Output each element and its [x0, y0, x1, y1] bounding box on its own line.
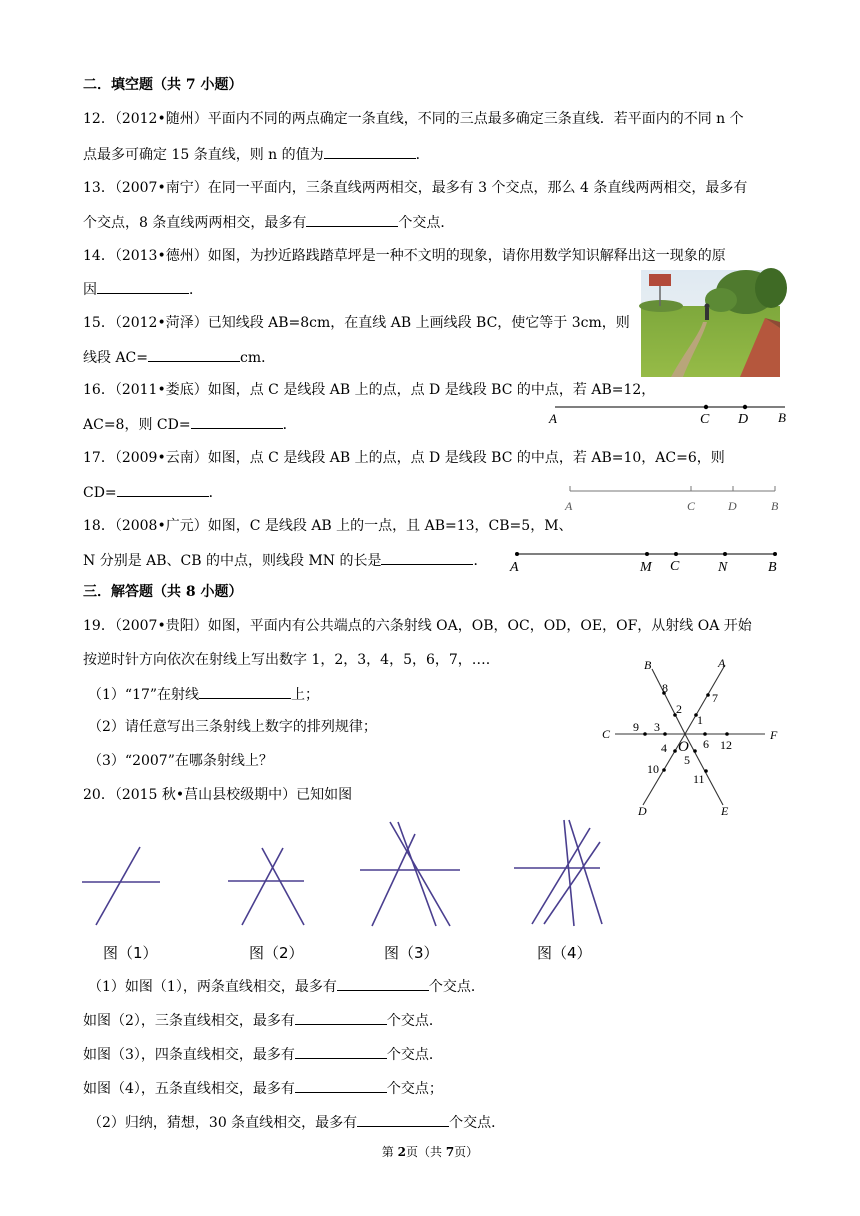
footer-suffix: 页） — [454, 1145, 479, 1159]
q18-label-a: A — [510, 560, 519, 575]
q20-fig-label-1: 图（1） — [103, 944, 158, 962]
q12-end: ． — [415, 147, 430, 163]
q18-text: N 分别是 AB、CB 的中点，则线段 MN 的长是 — [83, 553, 382, 569]
q14-line1: 14．（2013•德州）如图，为抄近路践踏草坪是一种不文明的现象，请你用数学知识解释出这一现象的原 — [83, 248, 726, 264]
q14-end: ． — [189, 282, 203, 298]
q18-line2 — [83, 550, 487, 571]
q20-part5 — [88, 1112, 505, 1133]
q20-figure-4-five-lines — [514, 820, 606, 928]
q18-end: ． — [473, 553, 488, 569]
q19-answer-blank[interactable] — [199, 684, 291, 699]
q12-line1: 12．（2012•随州）平面内不同的两点确定一条直线，不同的三点最多确定三条直线．若平面内的不同 n 个 — [83, 111, 744, 127]
q20-figure-1-two-lines — [82, 845, 160, 925]
q20-part4 — [83, 1078, 443, 1099]
q20-part4-text: 如图（4），五条直线相交，最多有 — [83, 1081, 295, 1097]
q18-answer-blank[interactable] — [381, 550, 473, 565]
q16-label-d: D — [738, 412, 749, 427]
q20-figure-2-three-lines — [228, 845, 304, 925]
q13-answer-blank[interactable] — [306, 212, 398, 227]
q20-fig-label-2: 图（2） — [249, 944, 304, 962]
q16-text: AC=8，则 CD= — [83, 417, 191, 433]
q19-ray-b: B — [644, 658, 652, 672]
q14-answer-blank[interactable] — [97, 279, 189, 294]
q14-text: 因 — [83, 282, 97, 298]
q17-label-a: A — [565, 499, 573, 513]
section-title-fill-blank: 二．填空题（共 7 小题） — [83, 77, 243, 93]
q19-sub2: （2）请任意写出三条射线上数字的排列规律； — [88, 719, 377, 735]
q13-line2 — [83, 212, 454, 233]
q19-ray-c: C — [602, 727, 611, 741]
q16-label-a: A — [549, 411, 557, 426]
q14-line2 — [83, 279, 203, 300]
q16-label-c: C — [700, 412, 710, 427]
q19-num-5: 5 — [684, 753, 690, 767]
q19-num-7: 7 — [712, 691, 718, 705]
page-footer — [0, 1143, 860, 1160]
q15-end: cm． — [240, 350, 276, 366]
q20-part3-text: 如图（3），四条直线相交，最多有 — [83, 1047, 295, 1063]
q15-line2 — [83, 347, 275, 368]
q19-num-6: 6 — [703, 737, 709, 751]
section-title-solve: 三．解答题（共 8 小题） — [83, 584, 243, 600]
q19-sub1-end: 上； — [291, 687, 320, 703]
q13-text-b: 个交点． — [398, 215, 455, 231]
q19-sub1-text: （1）“17”在射线 — [88, 687, 200, 703]
q14-lawn-photo — [641, 270, 780, 377]
q17-label-b: B — [771, 499, 779, 513]
footer-middle: 页（共 — [405, 1145, 446, 1159]
q19-ray-a: A — [718, 656, 726, 670]
q16-end: ． — [282, 417, 297, 433]
q20-part5-text: （2）归纳，猜想，30 条直线相交，最多有 — [88, 1115, 358, 1131]
q19-num-2: 2 — [676, 702, 682, 716]
q12-line2 — [83, 144, 430, 165]
q17-label-d: D — [728, 499, 737, 513]
q15-line1: 15．（2012•菏泽）已知线段 AB=8cm，在直线 AB 上画线段 BC，使它等于 3cm，则 — [83, 315, 630, 331]
q16-segment-figure — [545, 398, 795, 428]
q19-sub1 — [88, 684, 319, 705]
q19-num-10: 10 — [647, 762, 659, 776]
q20-part2-text: 如图（2），三条直线相交，最多有 — [83, 1013, 295, 1029]
q18-line1: 18．（2008•广元）如图，C 是线段 AB 上的一点，且 AB=13，CB=5，M、 — [83, 518, 573, 534]
footer-total-pages: 7 — [445, 1145, 455, 1159]
q20-part1 — [88, 976, 485, 997]
q16-answer-blank[interactable] — [191, 414, 283, 429]
q17-line2 — [83, 482, 223, 503]
q17-label-c: C — [687, 499, 696, 513]
q20-part1-end: 个交点． — [428, 979, 485, 995]
q19-num-1: 1 — [697, 713, 703, 727]
q19-num-8: 8 — [662, 681, 668, 695]
q20-blank-5[interactable] — [357, 1112, 449, 1127]
q16-line1: 16．（2011•娄底）如图，点 C 是线段 AB 上的点，点 D 是线段 BC 的中点，若 AB=12， — [83, 382, 656, 398]
q16-label-b: B — [778, 410, 786, 425]
q15-text: 线段 AC= — [83, 350, 149, 366]
q19-num-9: 9 — [633, 720, 639, 734]
q20-part2 — [83, 1010, 443, 1031]
q19-line1: 19．（2007•贵阳）如图，平面内有公共端点的六条射线 OA，OB，OC，OD，OE，OF，从射线 OA 开始 — [83, 618, 752, 634]
q17-line1: 17．（2009•云南）如图，点 C 是线段 AB 上的点，点 D 是线段 BC 的中点，若 AB=10，AC=6，则 — [83, 450, 725, 466]
q19-num-3: 3 — [654, 720, 660, 734]
q17-answer-blank[interactable] — [117, 482, 209, 497]
footer-prefix: 第 — [381, 1145, 398, 1159]
q17-end: ． — [208, 485, 223, 501]
q19-ray-e: E — [721, 804, 729, 818]
q20-blank-2[interactable] — [295, 1010, 387, 1025]
q20-fig-label-3: 图（3） — [384, 944, 439, 962]
q17-text: CD= — [83, 485, 117, 501]
q20-part2-end: 个交点． — [386, 1013, 443, 1029]
q19-line2: 按逆时针方向依次在射线上写出数字 1，2，3，4，5，6，7，…. — [83, 652, 491, 668]
q20-figure-3-four-lines — [360, 822, 460, 928]
q12-text: 点最多可确定 15 条直线，则 n 的值为 — [83, 147, 324, 163]
q19-num-12: 12 — [720, 738, 732, 752]
q18-label-c: C — [670, 559, 680, 574]
q17-segment-figure — [560, 482, 790, 516]
q20-part4-end: 个交点； — [386, 1081, 443, 1097]
q20-blank-1[interactable] — [337, 976, 429, 991]
q19-num-4: 4 — [661, 741, 667, 755]
q13-text-a: 个交点，8 条直线两两相交，最多有 — [83, 215, 307, 231]
q19-sub3: （3）“2007”在哪条射线上？ — [88, 753, 273, 769]
q19-ray-d: D — [638, 804, 647, 818]
q20-part3-end: 个交点． — [386, 1047, 443, 1063]
q20-part3 — [83, 1044, 443, 1065]
q20-part1-text: （1）如图（1），两条直线相交，最多有 — [88, 979, 337, 995]
q20-line1: 20．（2015 秋•莒山县校级期中）已知如图 — [83, 787, 353, 803]
q18-label-m: M — [640, 560, 652, 575]
q18-segment-figure — [505, 545, 790, 575]
footer-page-number: 2 — [397, 1145, 406, 1159]
q20-fig-label-4: 图（4） — [537, 944, 592, 962]
q19-origin-o: O — [678, 739, 689, 755]
q20-part5-end: 个交点． — [449, 1115, 506, 1131]
q20-blank-3[interactable] — [295, 1044, 387, 1059]
q15-answer-blank[interactable] — [148, 347, 240, 362]
q19-ray-f: F — [770, 728, 778, 742]
q19-rays-figure — [595, 655, 795, 820]
q16-line2 — [83, 414, 297, 435]
q20-blank-4[interactable] — [295, 1078, 387, 1093]
q13-line1: 13．（2007•南宁）在同一平面内，三条直线两两相交，最多有 3 个交点，那么 4 条直线两两相交，最多有 — [83, 180, 748, 196]
q18-label-n: N — [718, 560, 728, 575]
q18-label-b: B — [768, 560, 777, 575]
q12-answer-blank[interactable] — [324, 144, 416, 159]
q19-num-11: 11 — [693, 772, 705, 786]
